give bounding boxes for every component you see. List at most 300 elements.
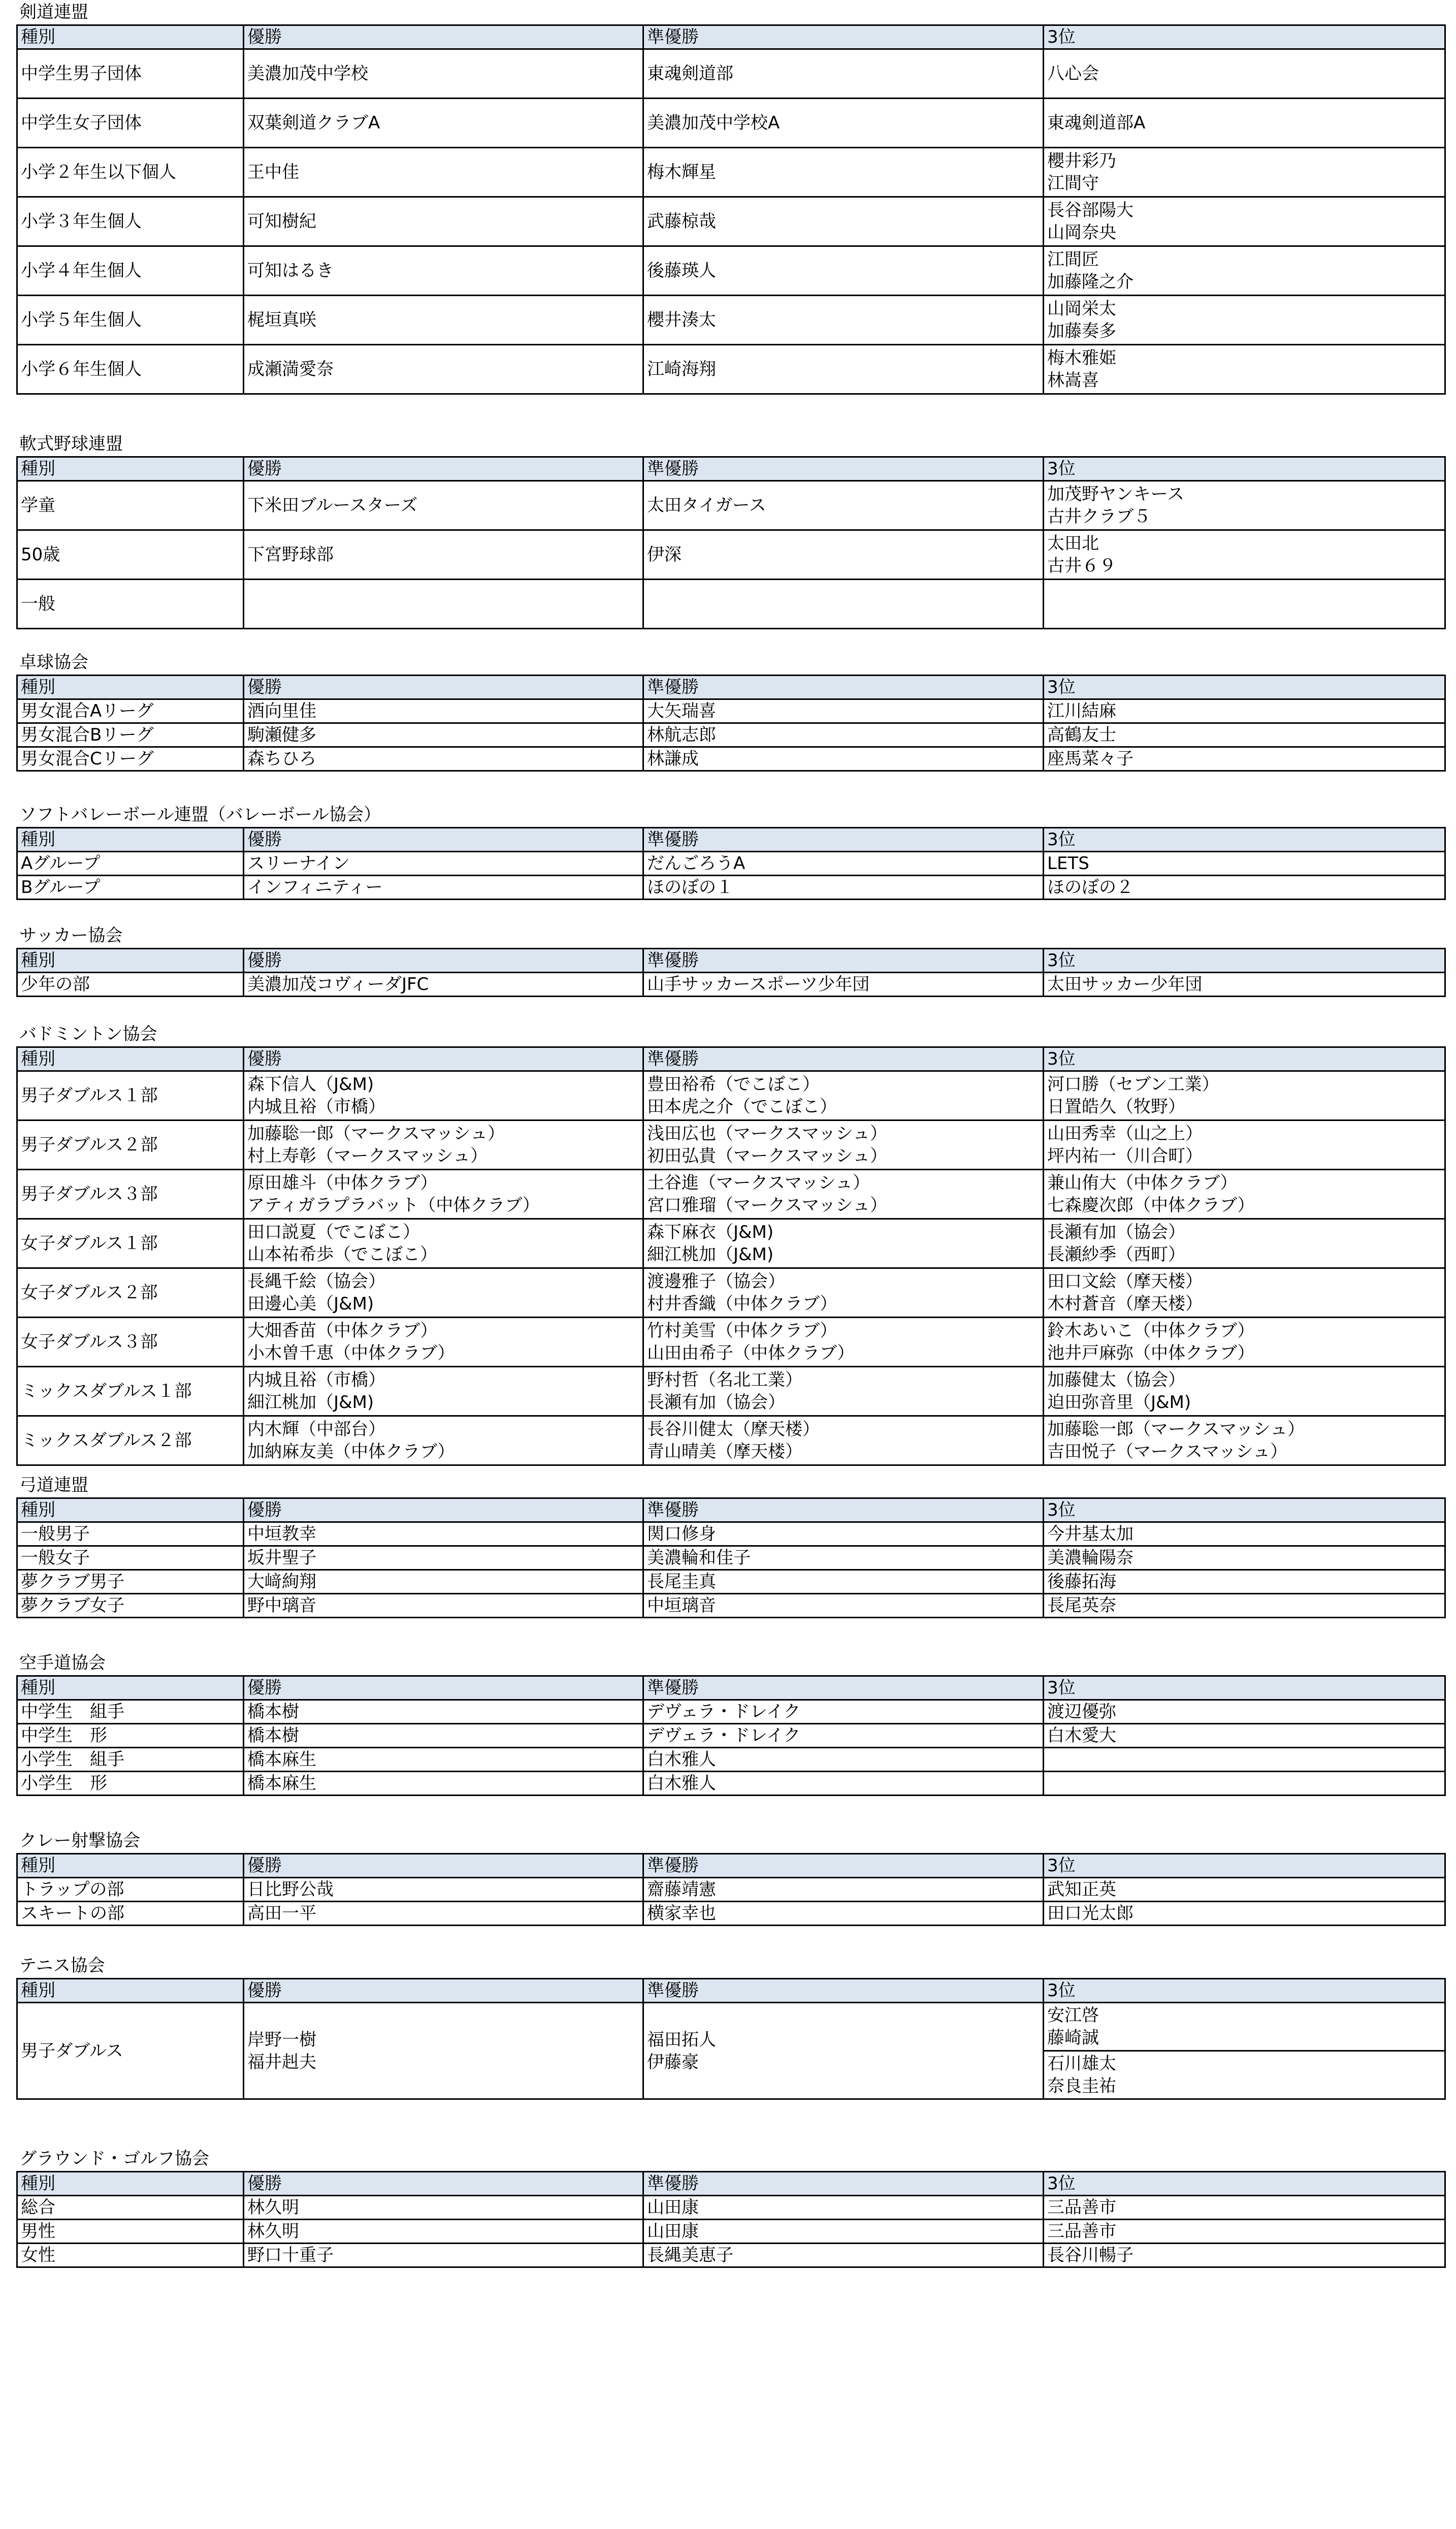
runner-up-cell bbox=[643, 852, 1044, 876]
cell-line: 高鶴友士 bbox=[1047, 725, 1116, 745]
table-row bbox=[17, 197, 1445, 246]
category-cell: 男女混合Aリーグ bbox=[17, 699, 244, 723]
cell-line: 日比野公哉 bbox=[247, 1879, 334, 1900]
winner-cell bbox=[244, 481, 643, 530]
cell-line: 駒瀬健多 bbox=[247, 725, 316, 745]
cell-line: 長谷部陽大 bbox=[1047, 200, 1134, 220]
third-place-cell bbox=[1044, 1318, 1445, 1367]
category-cell: 男子ダブルス３部 bbox=[17, 1170, 244, 1219]
category-cell: 女子ダブルス２部 bbox=[17, 1268, 244, 1318]
category-cell: 少年の部 bbox=[17, 973, 244, 997]
category-cell: スキートの部 bbox=[17, 1902, 244, 1926]
cell-line: 梶垣真咲 bbox=[247, 310, 316, 330]
cell-line: 江川結麻 bbox=[1047, 701, 1116, 721]
cell-line: 長尾圭真 bbox=[647, 1572, 716, 1592]
winner-cell bbox=[244, 246, 643, 296]
cell-line: 長縄美恵子 bbox=[647, 2245, 733, 2265]
header-row bbox=[17, 676, 1445, 699]
runner-up-cell bbox=[643, 2244, 1044, 2267]
third-place-cell bbox=[1044, 1594, 1445, 1618]
table-row bbox=[17, 1121, 1445, 1170]
runner-up-cell bbox=[643, 1772, 1044, 1796]
cell-line: 林嵩喜 bbox=[1047, 370, 1099, 391]
table-row bbox=[17, 973, 1445, 997]
category-cell: 小学６年生個人 bbox=[17, 345, 244, 394]
runner-up-cell bbox=[643, 580, 1044, 629]
third-place-cell bbox=[1044, 2244, 1445, 2267]
cell-line: 池井戸麻弥（中体クラブ） bbox=[1047, 1343, 1255, 1363]
table-row bbox=[17, 1219, 1445, 1268]
header-row bbox=[17, 828, 1445, 852]
table-row bbox=[17, 1878, 1445, 1902]
table-row bbox=[17, 1170, 1445, 1219]
cell-line: 山田秀幸（山之上） bbox=[1047, 1124, 1203, 1144]
table-row bbox=[17, 1902, 1445, 1926]
cell-line: 山田康 bbox=[647, 2197, 699, 2218]
header-runner-up: 準優勝 bbox=[643, 1047, 1044, 1071]
header-category: 種別 bbox=[17, 1854, 244, 1878]
winner-cell bbox=[244, 1546, 643, 1570]
cell-line: 三品善市 bbox=[1047, 2221, 1116, 2242]
category-cell: Aグループ bbox=[17, 852, 244, 876]
cell-line: 安江啓 bbox=[1047, 2005, 1099, 2026]
cell-line: 江間匠 bbox=[1047, 249, 1099, 270]
header-winner: 優勝 bbox=[244, 1498, 643, 1522]
cell-line: 山田由希子（中体クラブ） bbox=[647, 1343, 855, 1363]
cell-line: 美濃加茂コヴィーダJFC bbox=[247, 974, 429, 995]
table-row bbox=[17, 1071, 1445, 1121]
cell-line: 関口修身 bbox=[647, 1524, 716, 1544]
third-place-cell bbox=[1044, 876, 1445, 900]
category-cell: 男女混合Cリーグ bbox=[17, 747, 244, 771]
header-category: 種別 bbox=[17, 25, 244, 49]
category-cell: 夢クラブ男子 bbox=[17, 1570, 244, 1594]
cell-line: 後藤瑛人 bbox=[647, 261, 716, 281]
runner-up-cell bbox=[643, 530, 1044, 580]
header-category: 種別 bbox=[17, 676, 244, 699]
third-place-cell bbox=[1044, 2220, 1445, 2244]
runner-up-cell bbox=[643, 1268, 1044, 1318]
cell-line: 林久明 bbox=[247, 2197, 299, 2218]
header-winner: 優勝 bbox=[244, 1979, 643, 2003]
cell-line: 福田拓人 bbox=[647, 2029, 716, 2050]
runner-up-cell bbox=[643, 1570, 1044, 1594]
cell-line: 櫻井湊太 bbox=[647, 310, 716, 330]
cell-line: 山田康 bbox=[647, 2221, 699, 2242]
cell-line: 細江桃加（J&M) bbox=[647, 1244, 774, 1265]
third-place-cell bbox=[1044, 2003, 1445, 2051]
category-cell: 小学４年生個人 bbox=[17, 246, 244, 296]
runner-up-cell bbox=[643, 1700, 1044, 1724]
cell-line: スリーナイン bbox=[247, 853, 350, 874]
section-title: テニス協会 bbox=[19, 1956, 105, 1976]
runner-up-cell bbox=[643, 1724, 1044, 1748]
results-table bbox=[16, 827, 1446, 900]
table-row bbox=[17, 1724, 1445, 1748]
cell-line: 齋藤靖憲 bbox=[647, 1879, 716, 1900]
cell-line: 伊深 bbox=[647, 545, 682, 565]
third-place-cell bbox=[1044, 148, 1445, 197]
winner-cell bbox=[244, 345, 643, 394]
winner-cell bbox=[244, 1878, 643, 1902]
header-row bbox=[17, 1498, 1445, 1522]
category-cell: 小学生 組手 bbox=[17, 1748, 244, 1772]
third-place-cell bbox=[1044, 852, 1445, 876]
third-place-cell bbox=[1044, 1546, 1445, 1570]
results-table bbox=[16, 1978, 1446, 2100]
table-row bbox=[17, 345, 1445, 394]
table-row bbox=[17, 1522, 1445, 1546]
winner-cell bbox=[244, 876, 643, 900]
category-cell: 中学生 形 bbox=[17, 1724, 244, 1748]
category-cell: 女子ダブルス３部 bbox=[17, 1318, 244, 1367]
winner-cell bbox=[244, 49, 643, 99]
table-row bbox=[17, 1748, 1445, 1772]
section-title: 剣道連盟 bbox=[19, 2, 88, 22]
winner-cell bbox=[244, 1071, 643, 1121]
cell-line: 浅田広也（マークスマッシュ） bbox=[647, 1124, 887, 1144]
third-place-cell bbox=[1044, 973, 1445, 997]
runner-up-cell bbox=[643, 296, 1044, 345]
header-winner: 優勝 bbox=[244, 1854, 643, 1878]
header-third: 3位 bbox=[1044, 949, 1445, 973]
runner-up-cell bbox=[643, 345, 1044, 394]
winner-cell bbox=[244, 1367, 643, 1416]
cell-line: 竹村美雪（中体クラブ） bbox=[647, 1321, 837, 1341]
third-place-cell bbox=[1044, 345, 1445, 394]
header-winner: 優勝 bbox=[244, 828, 643, 852]
cell-line: 加納麻友美（中体クラブ） bbox=[247, 1442, 455, 1462]
category-cell: 男子ダブルス２部 bbox=[17, 1121, 244, 1170]
cell-line: 白木雅人 bbox=[647, 1749, 716, 1770]
third-place-cell bbox=[1044, 2051, 1445, 2099]
winner-cell bbox=[244, 296, 643, 345]
table-row bbox=[17, 481, 1445, 530]
runner-up-cell bbox=[643, 699, 1044, 723]
cell-line: 小木曽千恵（中体クラブ） bbox=[247, 1343, 455, 1363]
table-row bbox=[17, 2244, 1445, 2267]
cell-line: デヴェラ・ドレイク bbox=[647, 1725, 801, 1746]
cell-line: 長谷川健太（摩天楼） bbox=[647, 1419, 820, 1439]
cell-line: 加茂野ヤンキース bbox=[1047, 484, 1184, 504]
cell-line: 座馬菜々子 bbox=[1047, 749, 1134, 769]
third-place-cell bbox=[1044, 1902, 1445, 1926]
cell-line: 長瀬紗季（西町） bbox=[1047, 1244, 1185, 1265]
results-table bbox=[16, 675, 1446, 772]
winner-cell bbox=[244, 1594, 643, 1618]
header-category: 種別 bbox=[17, 828, 244, 852]
runner-up-cell bbox=[643, 197, 1044, 246]
header-third: 3位 bbox=[1044, 1676, 1445, 1700]
cell-line: 橋本麻生 bbox=[247, 1773, 316, 1794]
cell-line: デヴェラ・ドレイク bbox=[647, 1702, 801, 1722]
winner-cell bbox=[244, 197, 643, 246]
section-title: グラウンド・ゴルフ協会 bbox=[19, 2149, 209, 2169]
table-row bbox=[17, 723, 1445, 747]
runner-up-cell bbox=[643, 2003, 1044, 2099]
category-cell: 中学生 組手 bbox=[17, 1700, 244, 1724]
runner-up-cell bbox=[643, 1748, 1044, 1772]
cell-line: 美濃加茂中学校A bbox=[647, 113, 780, 133]
table-row bbox=[17, 852, 1445, 876]
table-row bbox=[17, 99, 1445, 148]
table-row bbox=[17, 1546, 1445, 1570]
header-category: 種別 bbox=[17, 1047, 244, 1071]
section-title: 軟式野球連盟 bbox=[19, 434, 123, 454]
header-third: 3位 bbox=[1044, 1047, 1445, 1071]
winner-cell bbox=[244, 1700, 643, 1724]
cell-line: 奈良圭祐 bbox=[1047, 2076, 1116, 2096]
cell-line: 梅木輝星 bbox=[647, 162, 716, 182]
cell-line: 太田北 bbox=[1047, 533, 1099, 554]
runner-up-cell bbox=[643, 2220, 1044, 2244]
results-table bbox=[16, 24, 1446, 395]
cell-line: 江間守 bbox=[1047, 173, 1099, 194]
cell-line: ほのぼの１ bbox=[647, 877, 733, 898]
header-winner: 優勝 bbox=[244, 676, 643, 699]
third-place-cell bbox=[1044, 1772, 1445, 1796]
table-row bbox=[17, 1570, 1445, 1594]
third-place-cell bbox=[1044, 580, 1445, 629]
winner-cell bbox=[244, 973, 643, 997]
third-place-cell bbox=[1044, 1071, 1445, 1121]
table-row bbox=[17, 296, 1445, 345]
cell-line: 林航志郎 bbox=[647, 725, 716, 745]
header-winner: 優勝 bbox=[244, 1676, 643, 1700]
section-title: 弓道連盟 bbox=[19, 1475, 88, 1495]
winner-cell bbox=[244, 699, 643, 723]
category-cell: Bグループ bbox=[17, 876, 244, 900]
cell-line: 長瀬有加（協会） bbox=[1047, 1222, 1185, 1242]
category-cell: 夢クラブ女子 bbox=[17, 1594, 244, 1618]
cell-line: 東魂剣道部A bbox=[1047, 113, 1146, 133]
third-place-cell bbox=[1044, 530, 1445, 580]
table-row bbox=[17, 2003, 1445, 2051]
cell-line: 鈴木あいこ（中体クラブ） bbox=[1047, 1321, 1255, 1341]
cell-line: 岸野一樹 bbox=[247, 2029, 316, 2050]
cell-line: 高田一平 bbox=[247, 1903, 316, 1924]
category-cell: 一般男子 bbox=[17, 1522, 244, 1546]
cell-line: 長尾英奈 bbox=[1047, 1595, 1116, 1616]
category-cell: 一般 bbox=[17, 580, 244, 629]
header-category: 種別 bbox=[17, 1979, 244, 2003]
cell-line: 田口文絵（摩天楼） bbox=[1047, 1271, 1203, 1292]
cell-line: 美濃輪和佳子 bbox=[647, 1548, 751, 1568]
cell-line: 森ちひろ bbox=[247, 749, 316, 769]
third-place-cell bbox=[1044, 1724, 1445, 1748]
header-winner: 優勝 bbox=[244, 949, 643, 973]
table-row bbox=[17, 530, 1445, 580]
header-third: 3位 bbox=[1044, 1979, 1445, 2003]
cell-line: 太田タイガース bbox=[647, 495, 766, 516]
runner-up-cell bbox=[643, 2196, 1044, 2220]
category-cell: 学童 bbox=[17, 481, 244, 530]
winner-cell bbox=[244, 99, 643, 148]
runner-up-cell bbox=[643, 1878, 1044, 1902]
runner-up-cell bbox=[643, 1546, 1044, 1570]
cell-line: 成瀬満愛奈 bbox=[247, 359, 334, 379]
runner-up-cell bbox=[643, 1170, 1044, 1219]
cell-line: 石川雄太 bbox=[1047, 2054, 1116, 2074]
header-winner: 優勝 bbox=[244, 1047, 643, 1071]
runner-up-cell bbox=[643, 1367, 1044, 1416]
header-row bbox=[17, 1676, 1445, 1700]
cell-line: 酒向里佳 bbox=[247, 701, 316, 721]
section-title: 空手道協会 bbox=[19, 1653, 106, 1673]
cell-line: 細江桃加（J&M) bbox=[247, 1392, 374, 1413]
header-third: 3位 bbox=[1044, 25, 1445, 49]
cell-line: 森下麻衣（J&M) bbox=[647, 1222, 774, 1242]
cell-line: 迫田弥音里（J&M) bbox=[1047, 1392, 1191, 1413]
cell-line: 木村蒼音（摩天楼） bbox=[1047, 1294, 1203, 1314]
cell-line: 中垣教幸 bbox=[247, 1524, 316, 1544]
runner-up-cell bbox=[643, 1318, 1044, 1367]
header-third: 3位 bbox=[1044, 676, 1445, 699]
category-cell: 男子ダブルス１部 bbox=[17, 1071, 244, 1121]
third-place-cell bbox=[1044, 1522, 1445, 1546]
category-cell: 小学生 形 bbox=[17, 1772, 244, 1796]
cell-line: 長縄千絵（協会） bbox=[247, 1271, 385, 1292]
cell-line: 白木雅人 bbox=[647, 1773, 716, 1794]
category-cell: 中学生男子団体 bbox=[17, 49, 244, 99]
cell-line: 加藤隆之介 bbox=[1047, 272, 1134, 292]
results-table bbox=[16, 1853, 1446, 1926]
cell-line: 田邊心美（J&M) bbox=[247, 1294, 374, 1314]
header-third: 3位 bbox=[1044, 1498, 1445, 1522]
cell-line: 七森慶次郎（中体クラブ） bbox=[1047, 1195, 1255, 1215]
cell-line: 江崎海翔 bbox=[647, 359, 716, 379]
winner-cell bbox=[244, 1416, 643, 1465]
winner-cell bbox=[244, 1748, 643, 1772]
cell-line: 渡辺優弥 bbox=[1047, 1702, 1116, 1722]
cell-line: 藤崎誠 bbox=[1047, 2028, 1099, 2048]
header-row bbox=[17, 457, 1445, 481]
category-cell: 50歳 bbox=[17, 530, 244, 580]
cell-line: 兼山侑大（中体クラブ） bbox=[1047, 1173, 1238, 1193]
results-table bbox=[16, 948, 1446, 997]
winner-cell bbox=[244, 852, 643, 876]
cell-line: LETS bbox=[1047, 853, 1089, 874]
cell-line: 加藤聡一郎（マークスマッシュ） bbox=[247, 1124, 505, 1144]
winner-cell bbox=[244, 148, 643, 197]
results-table bbox=[16, 2171, 1446, 2268]
cell-line: 福井赳夫 bbox=[247, 2052, 316, 2072]
third-place-cell bbox=[1044, 747, 1445, 771]
winner-cell bbox=[244, 1902, 643, 1926]
cell-line: 青山晴美（摩天楼） bbox=[647, 1442, 802, 1462]
category-cell: トラップの部 bbox=[17, 1878, 244, 1902]
winner-cell bbox=[244, 1121, 643, 1170]
category-cell: 男子ダブルス bbox=[17, 2003, 244, 2099]
cell-line: 初田弘貴（マークスマッシュ） bbox=[647, 1146, 887, 1166]
table-row bbox=[17, 1594, 1445, 1618]
cell-line: 村井香織（中体クラブ） bbox=[647, 1294, 837, 1314]
third-place-cell bbox=[1044, 699, 1445, 723]
third-place-cell bbox=[1044, 1878, 1445, 1902]
winner-cell bbox=[244, 2220, 643, 2244]
cell-line: 山岡奈央 bbox=[1047, 222, 1116, 243]
header-winner: 優勝 bbox=[244, 25, 643, 49]
header-row bbox=[17, 949, 1445, 973]
third-place-cell bbox=[1044, 49, 1445, 99]
header-runner-up: 準優勝 bbox=[643, 1676, 1044, 1700]
category-cell: 小学５年生個人 bbox=[17, 296, 244, 345]
winner-cell bbox=[244, 2003, 643, 2099]
third-place-cell bbox=[1044, 1367, 1445, 1416]
winner-cell bbox=[244, 2196, 643, 2220]
runner-up-cell bbox=[643, 747, 1044, 771]
cell-line: 坪内祐一（川合町） bbox=[1047, 1146, 1203, 1166]
winner-cell bbox=[244, 2244, 643, 2267]
cell-line: 山岡栄太 bbox=[1047, 299, 1116, 319]
cell-line: 美濃輪陽奈 bbox=[1047, 1548, 1134, 1568]
cell-line: 後藤拓海 bbox=[1047, 1572, 1116, 1592]
third-place-cell bbox=[1044, 1121, 1445, 1170]
winner-cell bbox=[244, 580, 643, 629]
runner-up-cell bbox=[643, 1594, 1044, 1618]
cell-line: 田本虎之介（でこぼこ） bbox=[647, 1097, 837, 1117]
header-category: 種別 bbox=[17, 2172, 244, 2196]
cell-line: 野口十重子 bbox=[247, 2245, 334, 2265]
winner-cell bbox=[244, 1772, 643, 1796]
cell-line: 豊田裕希（でこぼこ） bbox=[647, 1074, 820, 1095]
cell-line: インフィニティー bbox=[247, 877, 383, 898]
third-place-cell bbox=[1044, 1700, 1445, 1724]
runner-up-cell bbox=[643, 1121, 1044, 1170]
cell-line: 吉田悦子（マークスマッシュ） bbox=[1047, 1442, 1287, 1462]
cell-line: 山手サッカースポーツ少年団 bbox=[647, 974, 870, 995]
runner-up-cell bbox=[643, 1902, 1044, 1926]
cell-line: 伊藤豪 bbox=[647, 2052, 699, 2072]
runner-up-cell bbox=[643, 723, 1044, 747]
results-table bbox=[16, 1675, 1446, 1796]
table-row bbox=[17, 1416, 1445, 1465]
cell-line: 野中璃音 bbox=[247, 1595, 316, 1616]
table-row bbox=[17, 1268, 1445, 1318]
cell-line: 内木輝（中部台） bbox=[247, 1419, 385, 1439]
category-cell: 小学３年生個人 bbox=[17, 197, 244, 246]
runner-up-cell bbox=[643, 148, 1044, 197]
header-winner: 優勝 bbox=[244, 2172, 643, 2196]
category-cell: 男性 bbox=[17, 2220, 244, 2244]
table-row bbox=[17, 49, 1445, 99]
cell-line: 武藤椋哉 bbox=[647, 211, 716, 232]
cell-line: だんごろうA bbox=[647, 853, 746, 874]
runner-up-cell bbox=[643, 1071, 1044, 1121]
runner-up-cell bbox=[643, 49, 1044, 99]
header-third: 3位 bbox=[1044, 828, 1445, 852]
header-runner-up: 準優勝 bbox=[643, 1498, 1044, 1522]
header-winner: 優勝 bbox=[244, 457, 643, 481]
category-cell: ミックスダブルス２部 bbox=[17, 1416, 244, 1465]
winner-cell bbox=[244, 1318, 643, 1367]
header-category: 種別 bbox=[17, 949, 244, 973]
third-place-cell bbox=[1044, 1570, 1445, 1594]
cell-line: 橋本樹 bbox=[247, 1702, 299, 1722]
header-runner-up: 準優勝 bbox=[643, 1979, 1044, 2003]
results-table bbox=[16, 1497, 1446, 1618]
cell-line: 林久明 bbox=[247, 2221, 299, 2242]
third-place-cell bbox=[1044, 1268, 1445, 1318]
winner-cell bbox=[244, 1522, 643, 1546]
header-row bbox=[17, 2172, 1445, 2196]
cell-line: 可知はるき bbox=[247, 261, 334, 281]
cell-line: 河口勝（セブン工業） bbox=[1047, 1074, 1219, 1095]
table-row bbox=[17, 2220, 1445, 2244]
cell-line: 長瀬有加（協会） bbox=[647, 1392, 785, 1413]
table-row bbox=[17, 2196, 1445, 2220]
cell-line: 横家幸也 bbox=[647, 1903, 716, 1924]
